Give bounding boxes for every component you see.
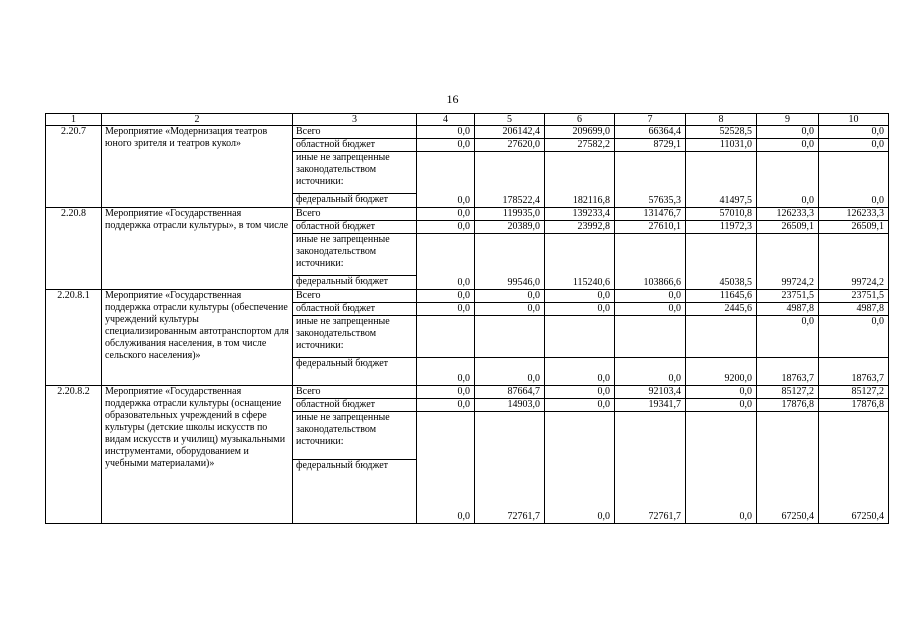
value-cell: 66364,4 xyxy=(615,126,686,139)
value-cell: 85127,2 xyxy=(819,386,889,399)
value-cell: 0,0 xyxy=(819,126,889,139)
event-title: Мероприятие «Модернизация театров юного зрителя и театров кукол» xyxy=(102,126,293,208)
value-cell: 0,0 xyxy=(417,234,475,290)
event-title: Мероприятие «Государственная поддержка отрасли культуры (обеспечение учреждений культуры специализированным автотранспортом для обслуживания населения, в том числе сельского населения)» xyxy=(102,290,293,386)
value-cell: 9200,0 xyxy=(686,358,757,386)
value-cell: 0,0 xyxy=(545,399,615,412)
source-label: иные не запрещенные законодательством источники: xyxy=(293,152,417,194)
value-cell: 0,0 xyxy=(417,358,475,386)
value-cell: 0,0 xyxy=(417,399,475,412)
budget-table xyxy=(45,113,889,524)
value-cell: 0,0 xyxy=(615,290,686,303)
value-cell: 4987,8 xyxy=(819,303,889,316)
value-cell: 87664,7 xyxy=(475,386,545,399)
value-cell: 27610,1 xyxy=(615,221,686,234)
source-label: федеральный бюджет xyxy=(293,460,417,524)
value-cell: 0,0 xyxy=(686,412,757,524)
source-label: иные не запрещенные законодательством источники: xyxy=(293,316,417,358)
value-cell: 45038,5 xyxy=(686,234,757,290)
table-row xyxy=(46,208,889,221)
value-cell xyxy=(615,316,686,358)
value-cell: 8729,1 xyxy=(615,139,686,152)
value-cell: 0,0 xyxy=(686,386,757,399)
value-cell: 131476,7 xyxy=(615,208,686,221)
value-cell: 0,0 xyxy=(417,290,475,303)
value-cell: 0,0 xyxy=(545,412,615,524)
value-cell: 0,0 xyxy=(417,208,475,221)
table-row xyxy=(46,126,889,139)
value-cell: 11972,3 xyxy=(686,221,757,234)
value-cell: 18763,7 xyxy=(757,358,819,386)
value-cell: 19341,7 xyxy=(615,399,686,412)
header-row xyxy=(46,114,889,126)
column-header: 1 xyxy=(46,114,102,126)
row-code: 2.20.7 xyxy=(46,126,102,208)
value-cell: 27620,0 xyxy=(475,139,545,152)
value-cell: 0,0 xyxy=(757,139,819,152)
value-cell: 0,0 xyxy=(757,316,819,358)
value-cell: 115240,6 xyxy=(545,234,615,290)
value-cell: 178522,4 xyxy=(475,152,545,208)
value-cell: 0,0 xyxy=(417,386,475,399)
value-cell: 57635,3 xyxy=(615,152,686,208)
value-cell: 0,0 xyxy=(545,290,615,303)
value-cell: 182116,8 xyxy=(545,152,615,208)
page-number: 16 xyxy=(446,92,459,106)
value-cell: 23992,8 xyxy=(545,221,615,234)
value-cell: 0,0 xyxy=(615,358,686,386)
value-cell: 4987,8 xyxy=(757,303,819,316)
event-title: Мероприятие «Государственная поддержка отрасли культуры (оснащение образовательных учреждений в сфере культуры (детские школы искусств по видам искусств и училищ) музыкальными инструментами, оборудованием и учебными материалами)» xyxy=(102,386,293,524)
source-label: Всего xyxy=(293,386,417,399)
value-cell: 0,0 xyxy=(819,316,889,358)
value-cell: 0,0 xyxy=(545,303,615,316)
value-cell: 0,0 xyxy=(475,290,545,303)
value-cell: 0,0 xyxy=(545,386,615,399)
value-cell xyxy=(475,316,545,358)
value-cell: 0,0 xyxy=(686,399,757,412)
value-cell: 67250,4 xyxy=(819,412,889,524)
event-title: Мероприятие «Государственная поддержка отрасли культуры», в том числе xyxy=(102,208,293,290)
value-cell: 99724,2 xyxy=(757,234,819,290)
value-cell: 119935,0 xyxy=(475,208,545,221)
value-cell: 0,0 xyxy=(475,303,545,316)
value-cell xyxy=(417,316,475,358)
value-cell xyxy=(545,316,615,358)
row-code: 2.20.8.1 xyxy=(46,290,102,386)
value-cell: 0,0 xyxy=(417,303,475,316)
value-cell: 23751,5 xyxy=(819,290,889,303)
source-label: иные не запрещенные законодательством источники: xyxy=(293,412,417,460)
source-label: областной бюджет xyxy=(293,303,417,316)
value-cell: 99724,2 xyxy=(819,234,889,290)
source-label: областной бюджет xyxy=(293,399,417,412)
value-cell: 17876,8 xyxy=(757,399,819,412)
value-cell: 41497,5 xyxy=(686,152,757,208)
value-cell: 72761,7 xyxy=(615,412,686,524)
value-cell: 0,0 xyxy=(475,358,545,386)
value-cell: 14903,0 xyxy=(475,399,545,412)
column-header: 3 xyxy=(293,114,417,126)
value-cell: 26509,1 xyxy=(819,221,889,234)
column-header: 5 xyxy=(475,114,545,126)
value-cell: 85127,2 xyxy=(757,386,819,399)
source-label: областной бюджет xyxy=(293,139,417,152)
value-cell: 0,0 xyxy=(417,221,475,234)
source-label: Всего xyxy=(293,290,417,303)
value-cell: 23751,5 xyxy=(757,290,819,303)
value-cell: 0,0 xyxy=(757,152,819,208)
value-cell: 52528,5 xyxy=(686,126,757,139)
value-cell: 206142,4 xyxy=(475,126,545,139)
column-header: 6 xyxy=(545,114,615,126)
source-label: федеральный бюджет xyxy=(293,194,417,208)
table-row xyxy=(46,386,889,399)
value-cell: 99546,0 xyxy=(475,234,545,290)
value-cell: 11645,6 xyxy=(686,290,757,303)
value-cell: 0,0 xyxy=(615,303,686,316)
row-code: 2.20.8.2 xyxy=(46,386,102,524)
value-cell: 26509,1 xyxy=(757,221,819,234)
value-cell: 92103,4 xyxy=(615,386,686,399)
source-label: Всего xyxy=(293,208,417,221)
value-cell: 67250,4 xyxy=(757,412,819,524)
value-cell: 139233,4 xyxy=(545,208,615,221)
value-cell: 72761,7 xyxy=(475,412,545,524)
value-cell: 103866,6 xyxy=(615,234,686,290)
source-label: федеральный бюджет xyxy=(293,358,417,386)
value-cell: 126233,3 xyxy=(757,208,819,221)
source-label: иные не запрещенные законодательством источники: xyxy=(293,234,417,276)
column-header: 4 xyxy=(417,114,475,126)
column-header: 9 xyxy=(757,114,819,126)
source-label: областной бюджет xyxy=(293,221,417,234)
value-cell: 0,0 xyxy=(417,152,475,208)
value-cell: 57010,8 xyxy=(686,208,757,221)
column-header: 10 xyxy=(819,114,889,126)
value-cell: 0,0 xyxy=(819,139,889,152)
column-header: 2 xyxy=(102,114,293,126)
source-label: Всего xyxy=(293,126,417,139)
row-code: 2.20.8 xyxy=(46,208,102,290)
source-label: федеральный бюджет xyxy=(293,276,417,290)
value-cell: 2445,6 xyxy=(686,303,757,316)
table-row xyxy=(46,290,889,303)
value-cell: 0,0 xyxy=(545,358,615,386)
value-cell: 0,0 xyxy=(757,126,819,139)
value-cell: 0,0 xyxy=(417,126,475,139)
value-cell: 17876,8 xyxy=(819,399,889,412)
value-cell: 18763,7 xyxy=(819,358,889,386)
value-cell xyxy=(686,316,757,358)
column-header: 7 xyxy=(615,114,686,126)
value-cell: 27582,2 xyxy=(545,139,615,152)
value-cell: 0,0 xyxy=(417,139,475,152)
value-cell: 20389,0 xyxy=(475,221,545,234)
column-header: 8 xyxy=(686,114,757,126)
value-cell: 0,0 xyxy=(417,412,475,524)
value-cell: 0,0 xyxy=(819,152,889,208)
value-cell: 11031,0 xyxy=(686,139,757,152)
value-cell: 126233,3 xyxy=(819,208,889,221)
value-cell: 209699,0 xyxy=(545,126,615,139)
